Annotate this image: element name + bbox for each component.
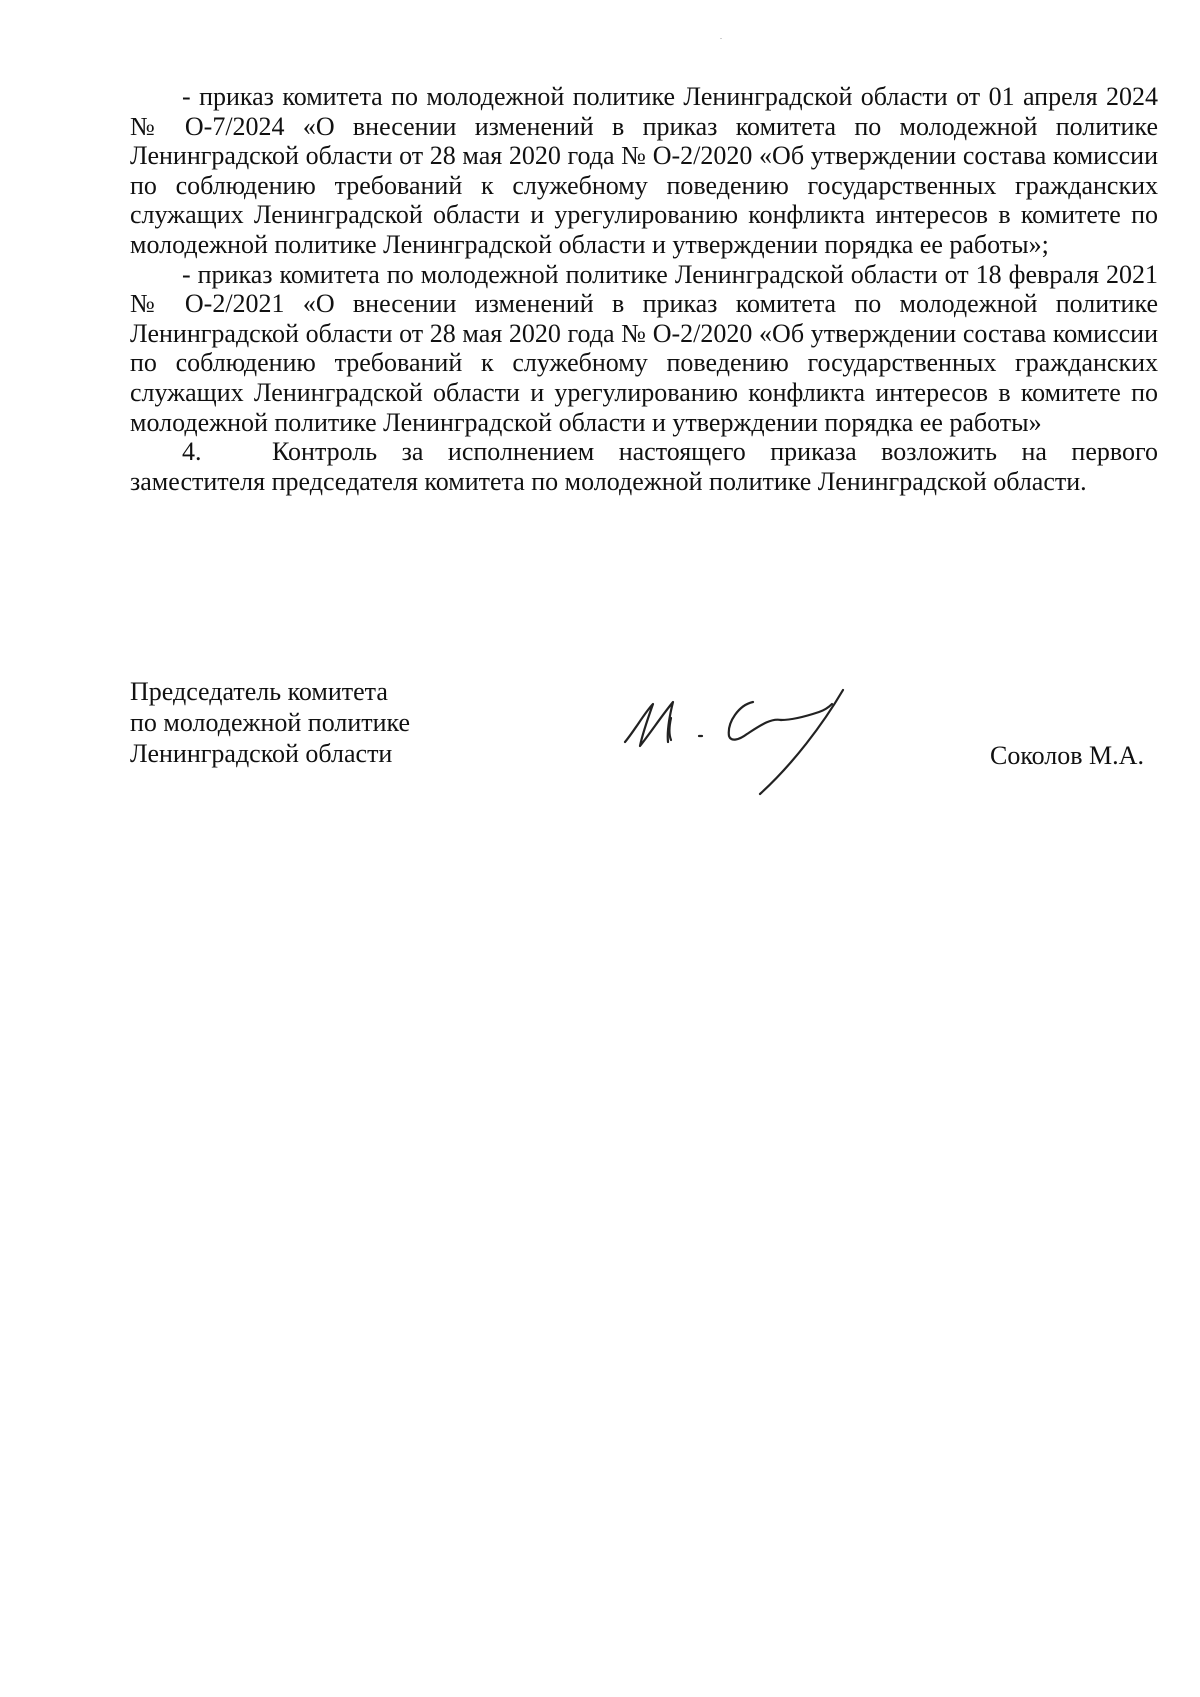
signatory-title-line: Председатель комитета: [130, 677, 388, 706]
document-body: [130, 82, 1158, 496]
paragraph-item-4: [130, 437, 1158, 496]
paragraph-order-2021: - приказ комитета по молодежной политике Ленинградской области от 18 февраля 2021 № О-2/2021 «О внесении изменений в приказ комитета по молодежной политике Ленинградской области от 28 мая 2020 года № О-2/2020 «Об утверждении состава комиссии по соблюдению требований к служебному поведению государственных гражданских служащих Ленинградской области и урегулированию конфликта интересов в комитете по молодежной политике Ленинградской области и утверждении порядка ее работы»: [130, 259, 1158, 437]
item-4-number: 4.: [182, 437, 202, 467]
signatory-title-line: по молодежной политике: [130, 708, 411, 737]
handwritten-signature: [615, 680, 895, 800]
signer-name: Соколов М.А.: [990, 741, 1144, 770]
item-4-text: Контроль за исполнением настоящего приказа возложить на первого заместителя председателя комитета по молодежной политике Ленинградской области.: [130, 437, 1158, 496]
paragraph-order-2024: - приказ комитета по молодежной политике Ленинградской области от 01 апреля 2024 № О-7/2024 «О внесении изменений в приказ комитета по молодежной политике Ленинградской области от 28 мая 2020 года № О-2/2020 «Об утверждении состава комиссии по соблюдению требований к служебному поведению государственных гражданских служащих Ленинградской области и урегулированию конфликта интересов в комитете по молодежной политике Ленинградской области и утверждении порядка ее работы»;: [130, 82, 1158, 259]
scan-artifact: [720, 38, 722, 39]
signatory-title: [130, 676, 410, 769]
signatory-title-line: Ленинградской области: [130, 739, 393, 768]
